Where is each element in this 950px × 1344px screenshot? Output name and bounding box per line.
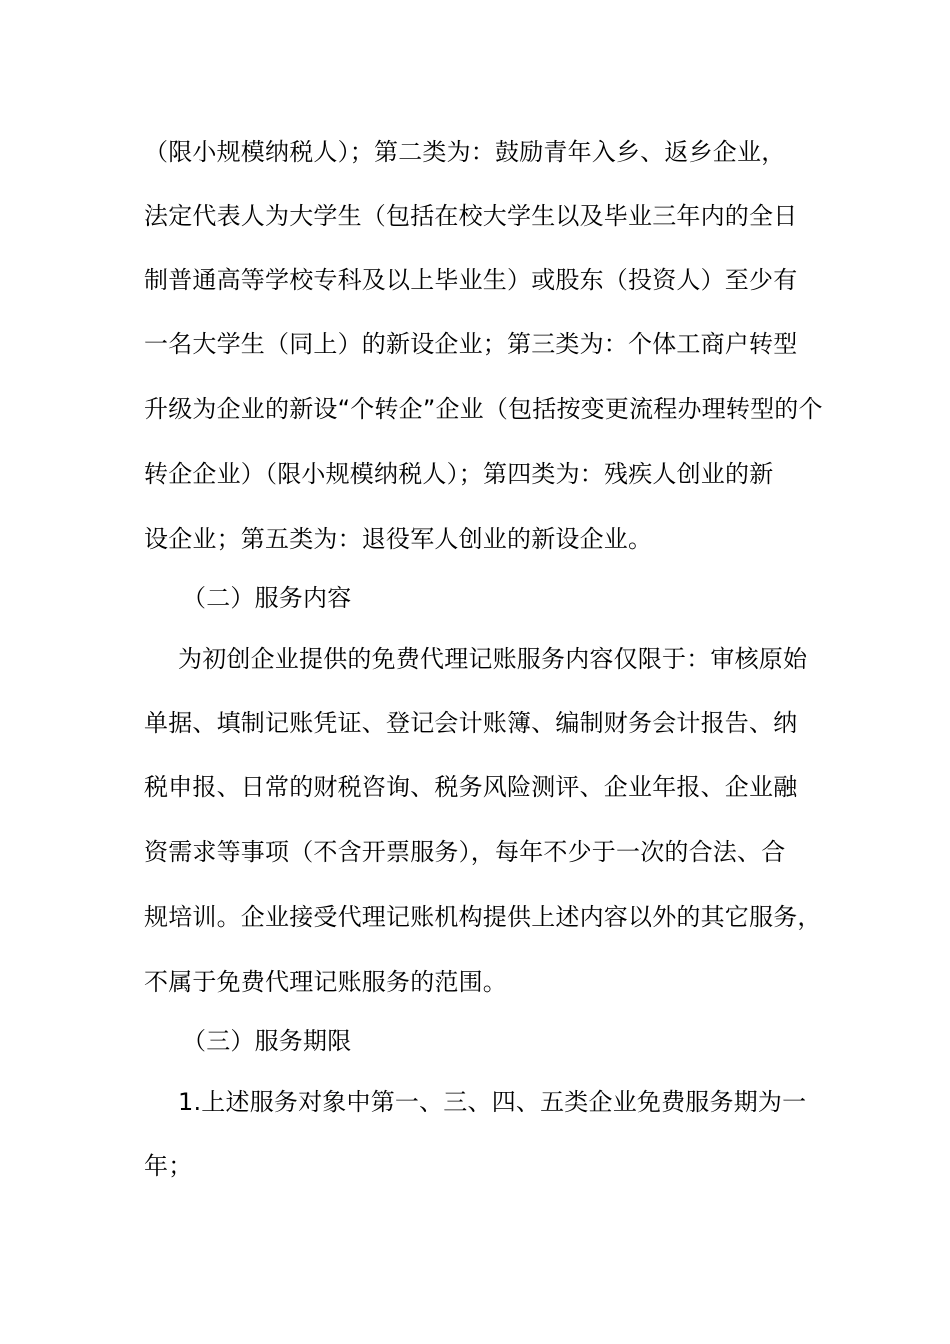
paragraph-line: 转企企业）（限小规模纳税人）；第四类为：残疾人创业的新 <box>144 460 774 488</box>
paragraph-line: 规培训。企业接受代理记账机构提供上述内容以外的其它服务， <box>144 903 822 931</box>
paragraph-line: 1.上述服务对象中第一、三、四、五类企业免费服务期为一 <box>178 1088 807 1116</box>
paragraph-line: 升级为企业的新设“个转企”企业（包括按变更流程办理转型的个 <box>144 395 823 423</box>
paragraph-line: 年； <box>144 1152 193 1180</box>
paragraph-line: 资需求等事项（不含开票服务），每年不少于一次的合法、合 <box>144 838 786 866</box>
section-heading: （二）服务内容 <box>182 584 352 612</box>
paragraph-line: 单据、填制记账凭证、登记会计账簿、编制财务会计报告、纳 <box>144 709 798 737</box>
paragraph-line: 不属于免费代理记账服务的范围。 <box>144 968 507 996</box>
section-heading: （三）服务期限 <box>182 1027 352 1055</box>
paragraph-line: 为初创企业提供的免费代理记账服务内容仅限于：审核原始 <box>178 645 808 673</box>
paragraph-line: （限小规模纳税人）；第二类为：鼓励青年入乡、返乡企业， <box>144 138 786 166</box>
paragraph-line: 一名大学生（同上）的新设企业；第三类为：个体工商户转型 <box>144 330 798 358</box>
paragraph-line: 法定代表人为大学生（包括在校大学生以及毕业三年内的全日 <box>144 202 798 230</box>
paragraph-line: 设企业；第五类为：退役军人创业的新设企业。 <box>144 525 653 553</box>
paragraph-line: 制普通高等学校专科及以上毕业生）或股东（投资人）至少有 <box>144 266 798 294</box>
paragraph-line: 税申报、日常的财税咨询、税务风险测评、企业年报、企业融 <box>144 773 798 801</box>
